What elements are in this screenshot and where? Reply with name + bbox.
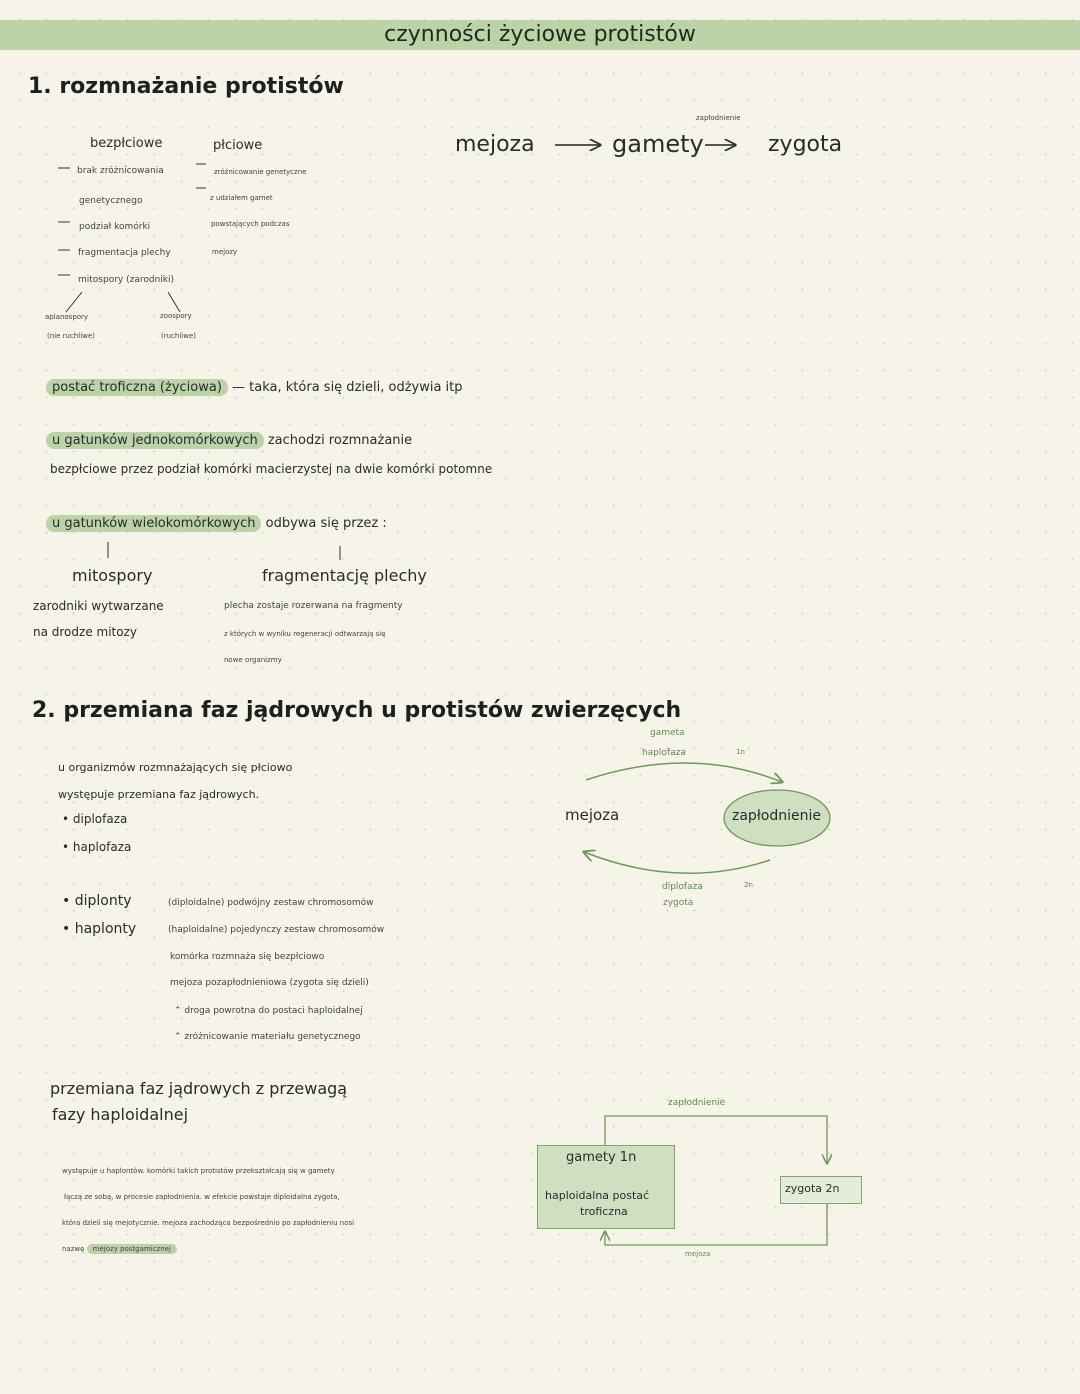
unicellular-line-1 <box>46 433 412 448</box>
bezplciowe-item: fragmentacja plechy <box>78 248 171 258</box>
mejoza-postgamiczna-highlight: mejozy postgamicznej <box>87 1244 177 1254</box>
multicellular-line <box>46 516 387 531</box>
paragraph-line: występuje u haplontów. komórki takich protistów przekształcają się w gamety <box>62 1167 335 1175</box>
note-text: zróżnicowanie materiału genetycznego <box>184 1032 361 1042</box>
cycle-left: mejoza <box>565 806 620 824</box>
diagram-bottom-label: mejoza <box>685 1250 711 1258</box>
unicellular-term: u gatunków jednokomórkowych <box>46 432 264 449</box>
type-diplonty: • diplonty <box>62 893 132 909</box>
note-line: (haploidalne) pojedynczy zestaw chromosomów <box>168 925 385 935</box>
haploid-box-postac: haploidalna postać <box>545 1189 650 1202</box>
page-title: czynności życiowe protistów <box>384 22 696 47</box>
bezplciowe-item: brak zróżnicowania <box>77 166 164 176</box>
cycle-right: zapłodnienie <box>732 808 821 824</box>
cycle-top-2: haplofaza <box>642 748 686 758</box>
section2-intro: występuje przemiana faz jądrowych. <box>58 788 260 801</box>
flow-arrow-label: zapłodnienie <box>696 114 741 122</box>
diagram-top-label: zapłodnienie <box>668 1098 726 1108</box>
note-text: droga powrotna do postaci haploidalnej <box>184 1006 363 1016</box>
paragraph-line: która dzieli się mejotycznie. mejoza zachodząca bezpośrednio po zapłodnieniu nosi <box>62 1219 355 1227</box>
type-text: diplonty <box>74 893 132 909</box>
section-heading-1: 1. rozmnażanie protistów <box>28 74 344 99</box>
zoospory-note: (ruchliwe) <box>161 332 196 340</box>
trophic-term: postać troficzna (życiowa) <box>46 379 228 396</box>
note-line: ⌃ zróżnicowanie materiału genetycznego <box>174 1032 361 1042</box>
plciowe-item: mejozy <box>212 248 238 256</box>
aplanospory-label: aplanospory <box>45 313 89 321</box>
mitospory-desc: na drodze mitozy <box>33 625 137 639</box>
przemiana-line-2: fazy haploidalnej <box>52 1105 189 1124</box>
haploid-box-gamety: gamety 1n <box>566 1150 637 1165</box>
cycle-bottom-1: diplofaza <box>662 882 703 892</box>
zoospory-label: zoospory <box>160 312 192 320</box>
zygota-box-label: zygota 2n <box>785 1182 840 1195</box>
unicellular-line-2: bezpłciowe przez podział komórki macierzystej na dwie komórki potomne <box>50 462 493 476</box>
unicellular-rest: zachodzi rozmnażanie <box>267 433 413 448</box>
section-heading-2: 2. przemiana faz jądrowych u protistów zwierzęcych <box>32 698 682 723</box>
note-line: ⌃ droga powrotna do postaci haploidalnej <box>174 1006 363 1016</box>
mitospory-desc: zarodniki wytwarzane <box>33 599 164 613</box>
cycle-top-ploidy: 1n <box>736 748 745 756</box>
cycle-bottom-ploidy: 2n <box>744 881 753 889</box>
multicellular-rest: odbywa się przez : <box>265 516 387 531</box>
bullet-haplofaza: • haplofaza <box>62 840 132 854</box>
fragmentacja-desc: z których w wyniku regeneracji odtwarzają się <box>224 630 386 638</box>
bezplciowe-item: genetycznego <box>79 196 143 206</box>
multicellular-term: u gatunków wielokomórkowych <box>46 515 261 532</box>
cycle-bottom-2: zygota <box>663 898 694 908</box>
trophic-line <box>46 380 463 395</box>
paragraph-text: nazwę <box>62 1245 85 1253</box>
section2-intro: u organizmów rozmnażających się płciowo <box>58 761 293 774</box>
note-line: komórka rozmnaża się bezpłciowo <box>170 952 325 962</box>
cycle-top-1: gameta <box>650 728 685 738</box>
bullet-diplofaza: • diplofaza <box>62 812 128 826</box>
haploid-box-troficzna: troficzna <box>580 1205 628 1218</box>
aplanospory-note: (nie ruchliwe) <box>47 332 95 340</box>
type-haplonty: • haplonty <box>62 921 137 937</box>
mitospory-label: mitospory <box>72 566 153 585</box>
przemiana-line-1: przemiana faz jądrowych z przewagą <box>50 1079 348 1098</box>
flow-gamety: gamety <box>612 130 704 158</box>
bezplciowe-item: podział komórki <box>79 222 151 232</box>
plciowe-header: płciowe <box>213 138 263 153</box>
type-text: haplonty <box>74 921 137 937</box>
flow-mejoza: mejoza <box>455 132 535 157</box>
flow-zygota: zygota <box>768 132 843 157</box>
bullet-text: haplofaza <box>72 840 132 854</box>
bezplciowe-item: mitospory (zarodniki) <box>78 275 174 285</box>
bullet-text: diplofaza <box>72 812 128 826</box>
paragraph-line-4 <box>62 1245 177 1253</box>
fragmentacja-desc: nowe organizmy <box>224 656 282 664</box>
note-line: (diploidalne) podwójny zestaw chromosomów <box>168 898 374 908</box>
plciowe-item: powstających podczas <box>211 220 290 228</box>
fragmentacja-label: fragmentację plechy <box>262 566 427 585</box>
bezplciowe-header: bezpłciowe <box>90 136 163 151</box>
plciowe-item: zróżnicowanie genetyczne <box>214 168 307 176</box>
trophic-def: — taka, która się dzieli, odżywia itp <box>232 380 463 395</box>
note-line: mejoza pozapłodnieniowa (zygota się dzieli) <box>170 978 369 988</box>
plciowe-item: z udziałem gamet <box>210 194 273 202</box>
paragraph-line: łączą ze sobą, w procesie zapłodnienia. w efekcie powstaje diploidalna zygota, <box>64 1193 340 1201</box>
fragmentacja-desc: plecha zostaje rozerwana na fragmenty <box>224 601 403 611</box>
